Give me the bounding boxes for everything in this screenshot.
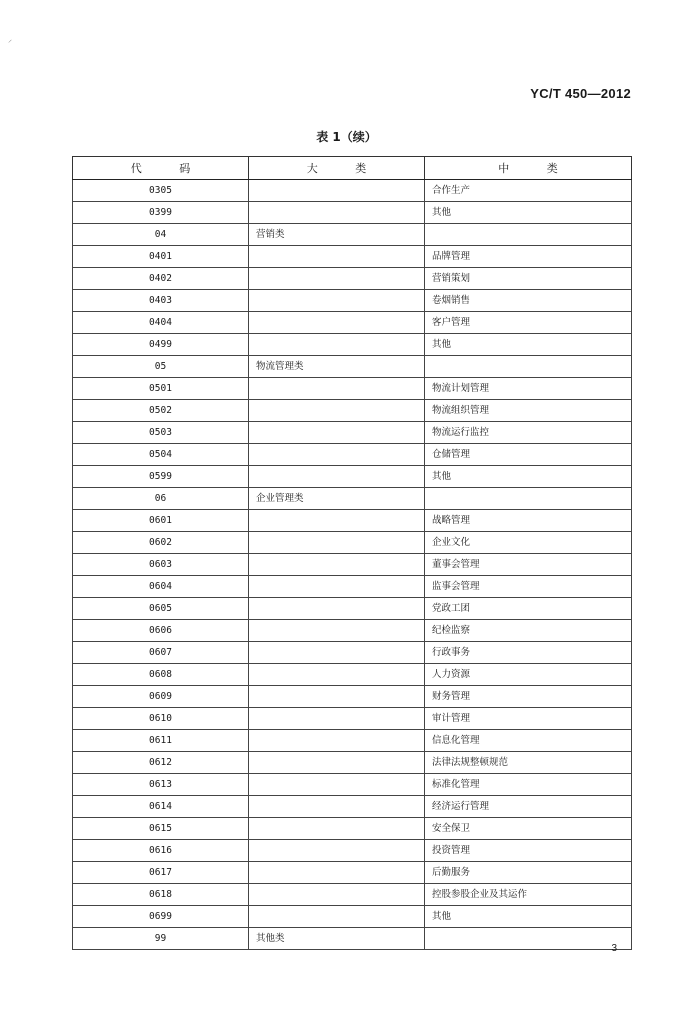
code-cell: 0613	[73, 774, 249, 796]
table-row	[73, 598, 632, 620]
column-header-major: 大 类	[249, 157, 425, 180]
code-cell: 0612	[73, 752, 249, 774]
major-category-cell	[249, 752, 425, 774]
code-cell: 0504	[73, 444, 249, 466]
code-cell: 0401	[73, 246, 249, 268]
middle-category-cell	[425, 356, 632, 378]
major-category-cell	[249, 730, 425, 752]
major-category-cell	[249, 686, 425, 708]
middle-category-cell: 仓储管理	[425, 444, 632, 466]
table-row	[73, 334, 632, 356]
column-header-middle: 中 类	[425, 157, 632, 180]
code-cell: 0605	[73, 598, 249, 620]
code-cell: 0403	[73, 290, 249, 312]
major-category-cell	[249, 312, 425, 334]
major-category-cell	[249, 840, 425, 862]
code-cell: 0503	[73, 422, 249, 444]
code-cell: 0606	[73, 620, 249, 642]
code-cell: 0602	[73, 532, 249, 554]
middle-category-cell: 控股参股企业及其运作	[425, 884, 632, 906]
middle-category-cell: 投资管理	[425, 840, 632, 862]
table-row	[73, 400, 632, 422]
code-cell: 0305	[73, 180, 249, 202]
table-row	[73, 466, 632, 488]
middle-category-cell: 其他	[425, 202, 632, 224]
major-category-cell	[249, 708, 425, 730]
code-cell: 05	[73, 356, 249, 378]
major-category-cell	[249, 774, 425, 796]
major-category-cell: 营销类	[249, 224, 425, 246]
code-cell: 04	[73, 224, 249, 246]
table-row	[73, 202, 632, 224]
table-row	[73, 576, 632, 598]
table-row	[73, 246, 632, 268]
table-row	[73, 444, 632, 466]
code-cell: 0501	[73, 378, 249, 400]
middle-category-cell: 客户管理	[425, 312, 632, 334]
major-category-cell	[249, 422, 425, 444]
middle-category-cell: 合作生产	[425, 180, 632, 202]
major-category-cell	[249, 818, 425, 840]
table-caption: 表 1（续）	[316, 130, 377, 144]
code-cell: 0499	[73, 334, 249, 356]
table-row	[73, 686, 632, 708]
major-category-cell	[249, 664, 425, 686]
middle-category-cell: 其他	[425, 466, 632, 488]
table-row	[73, 554, 632, 576]
table-row	[73, 774, 632, 796]
code-cell: 0610	[73, 708, 249, 730]
classification-table	[72, 156, 632, 950]
table-row	[73, 510, 632, 532]
code-cell: 0615	[73, 818, 249, 840]
major-category-cell	[249, 290, 425, 312]
code-cell: 0599	[73, 466, 249, 488]
table-row	[73, 928, 632, 950]
table-row	[73, 356, 632, 378]
middle-category-cell	[425, 488, 632, 510]
major-category-cell	[249, 180, 425, 202]
scan-speck: ⸝	[8, 35, 12, 44]
middle-category-cell: 法律法规整顿规范	[425, 752, 632, 774]
middle-category-cell: 财务管理	[425, 686, 632, 708]
table-row	[73, 642, 632, 664]
major-category-cell	[249, 884, 425, 906]
code-cell: 0608	[73, 664, 249, 686]
major-category-cell: 企业管理类	[249, 488, 425, 510]
major-category-cell	[249, 246, 425, 268]
standard-code: YC/T 450—2012	[530, 86, 631, 101]
major-category-cell	[249, 202, 425, 224]
table-row	[73, 620, 632, 642]
middle-category-cell: 纪检监察	[425, 620, 632, 642]
table-row	[73, 268, 632, 290]
code-cell: 0616	[73, 840, 249, 862]
middle-category-cell: 其他	[425, 906, 632, 928]
page-number: 3	[611, 943, 617, 954]
table-header-row	[73, 157, 632, 180]
code-cell: 0617	[73, 862, 249, 884]
table-row	[73, 290, 632, 312]
code-cell: 0601	[73, 510, 249, 532]
middle-category-cell: 物流运行监控	[425, 422, 632, 444]
middle-category-cell: 党政工团	[425, 598, 632, 620]
middle-category-cell: 安全保卫	[425, 818, 632, 840]
code-cell: 0614	[73, 796, 249, 818]
code-cell: 0604	[73, 576, 249, 598]
middle-category-cell	[425, 224, 632, 246]
middle-category-cell: 战略管理	[425, 510, 632, 532]
major-category-cell	[249, 532, 425, 554]
code-cell: 06	[73, 488, 249, 510]
middle-category-cell: 监事会管理	[425, 576, 632, 598]
table-row	[73, 532, 632, 554]
code-cell: 0399	[73, 202, 249, 224]
major-category-cell	[249, 642, 425, 664]
code-cell: 0607	[73, 642, 249, 664]
major-category-cell	[249, 510, 425, 532]
table-row	[73, 884, 632, 906]
table-row	[73, 312, 632, 334]
middle-category-cell: 物流计划管理	[425, 378, 632, 400]
major-category-cell	[249, 400, 425, 422]
code-cell: 0603	[73, 554, 249, 576]
middle-category-cell: 卷烟销售	[425, 290, 632, 312]
code-cell: 0404	[73, 312, 249, 334]
major-category-cell	[249, 796, 425, 818]
table-row	[73, 906, 632, 928]
table-row	[73, 708, 632, 730]
table-row	[73, 488, 632, 510]
middle-category-cell: 后勤服务	[425, 862, 632, 884]
table-row	[73, 224, 632, 246]
table-row	[73, 378, 632, 400]
major-category-cell	[249, 444, 425, 466]
middle-category-cell: 人力资源	[425, 664, 632, 686]
major-category-cell	[249, 268, 425, 290]
code-cell: 0502	[73, 400, 249, 422]
major-category-cell	[249, 862, 425, 884]
major-category-cell	[249, 554, 425, 576]
table-row	[73, 180, 632, 202]
major-category-cell	[249, 576, 425, 598]
middle-category-cell: 经济运行管理	[425, 796, 632, 818]
major-category-cell	[249, 906, 425, 928]
table-row	[73, 730, 632, 752]
code-cell: 0618	[73, 884, 249, 906]
code-cell: 99	[73, 928, 249, 950]
table-row	[73, 862, 632, 884]
column-header-code: 代 码	[73, 157, 249, 180]
middle-category-cell: 品牌管理	[425, 246, 632, 268]
major-category-cell: 物流管理类	[249, 356, 425, 378]
major-category-cell	[249, 466, 425, 488]
table-row	[73, 422, 632, 444]
middle-category-cell: 标准化管理	[425, 774, 632, 796]
code-cell: 0609	[73, 686, 249, 708]
middle-category-cell: 其他	[425, 334, 632, 356]
table-row	[73, 840, 632, 862]
middle-category-cell: 审计管理	[425, 708, 632, 730]
code-cell: 0611	[73, 730, 249, 752]
middle-category-cell: 信息化管理	[425, 730, 632, 752]
middle-category-cell: 董事会管理	[425, 554, 632, 576]
middle-category-cell: 行政事务	[425, 642, 632, 664]
table-row	[73, 818, 632, 840]
code-cell: 0402	[73, 268, 249, 290]
middle-category-cell: 营销策划	[425, 268, 632, 290]
major-category-cell	[249, 378, 425, 400]
major-category-cell	[249, 620, 425, 642]
major-category-cell: 其他类	[249, 928, 425, 950]
table-row	[73, 752, 632, 774]
code-cell: 0699	[73, 906, 249, 928]
major-category-cell	[249, 334, 425, 356]
table-row	[73, 796, 632, 818]
middle-category-cell	[425, 928, 632, 950]
major-category-cell	[249, 598, 425, 620]
table-row	[73, 664, 632, 686]
middle-category-cell: 企业文化	[425, 532, 632, 554]
middle-category-cell: 物流组织管理	[425, 400, 632, 422]
